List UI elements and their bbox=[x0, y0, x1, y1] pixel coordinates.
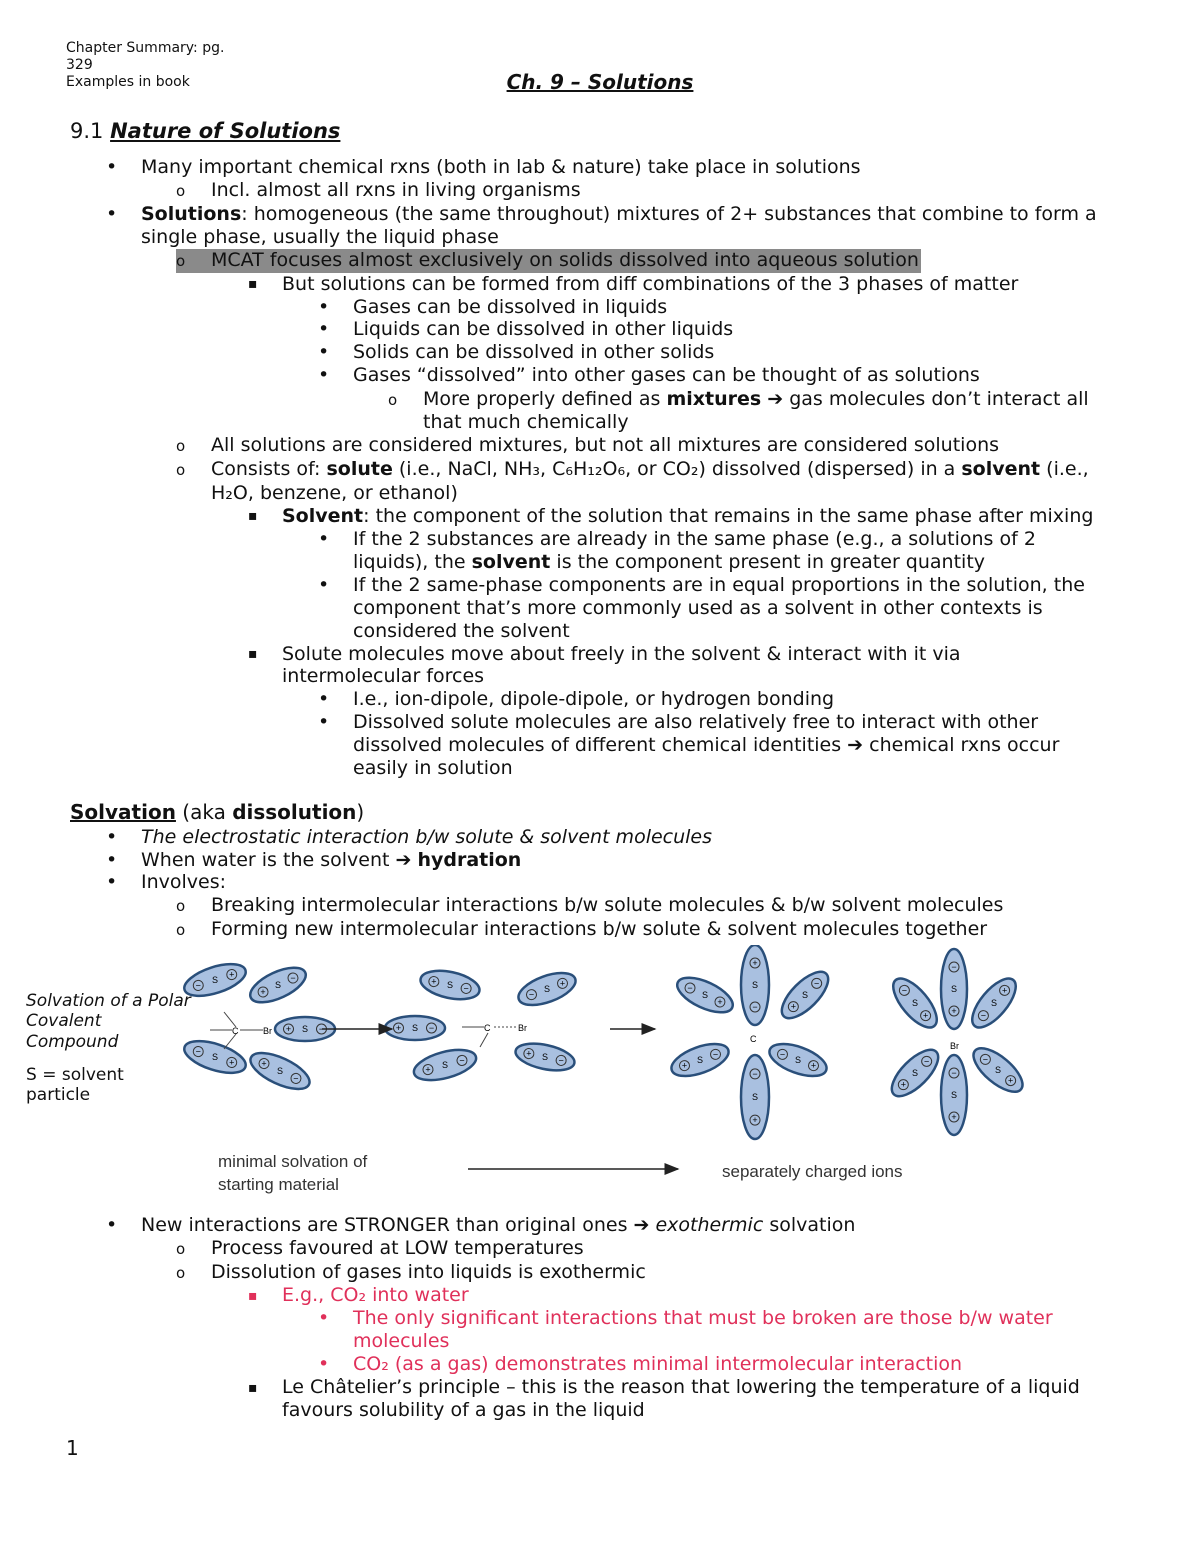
charge-sign: − bbox=[752, 1068, 758, 1079]
list-item: New interactions are STRONGER than original ones ➔ exothermic solvation bbox=[141, 1214, 856, 1236]
list-item: Breaking intermolecular interactions b/w solute molecules & b/w solvent molecules bbox=[211, 894, 1004, 916]
list-item: Solute molecules move about freely in the solvent & interact with it via bbox=[282, 643, 961, 665]
atom-label: C bbox=[232, 1026, 239, 1036]
charge-sign: + bbox=[526, 1048, 532, 1059]
list-item: Many important chemical rxns (both in lab & nature) take place in solutions bbox=[141, 156, 861, 178]
solvent-particle bbox=[741, 1055, 769, 1139]
bullet-o: o bbox=[176, 921, 186, 939]
charge-sign: + bbox=[229, 969, 235, 980]
charge-sign: + bbox=[260, 986, 266, 997]
charge-sign: − bbox=[901, 985, 908, 996]
charge-sign: − bbox=[195, 980, 201, 991]
solvent-label: S bbox=[994, 1065, 1002, 1075]
charge-sign: − bbox=[814, 978, 820, 989]
charge-sign: + bbox=[900, 1079, 906, 1090]
charge-sign: − bbox=[712, 1049, 719, 1060]
bullet-dot: • bbox=[106, 1214, 118, 1236]
list-item: E.g., CO₂ into water bbox=[282, 1284, 469, 1306]
bullet-dot: • bbox=[318, 318, 330, 340]
solvent-particle bbox=[246, 1046, 315, 1097]
figure-legend: S = solvent bbox=[26, 1065, 124, 1085]
caption-charged-ions: separately charged ions bbox=[722, 1162, 903, 1181]
list-item: Solvent: the component of the solution that remains in the same phase after mixing bbox=[282, 505, 1094, 527]
solvent-particle bbox=[245, 961, 310, 1010]
figure-legend: particle bbox=[26, 1085, 91, 1105]
bullet-dot: • bbox=[318, 364, 330, 386]
list-item-cont: considered the solvent bbox=[353, 620, 570, 642]
charge-sign: + bbox=[681, 1060, 688, 1071]
list-item: Le Châtelier’s principle – this is the reason that lowering the temperature of a liquid bbox=[282, 1376, 1080, 1398]
charge-sign: − bbox=[558, 1055, 564, 1066]
bullet-o: o bbox=[176, 437, 186, 455]
solvent-particle bbox=[885, 1043, 946, 1104]
solvent-particle bbox=[418, 966, 482, 1004]
list-item-cont: easily in solution bbox=[353, 757, 513, 779]
charge-sign: + bbox=[431, 976, 437, 987]
solvent-label: S bbox=[441, 1060, 449, 1070]
solvent-label: S bbox=[911, 998, 919, 1008]
list-item-cont: H₂O, benzene, or ethanol) bbox=[211, 482, 458, 504]
list-item: The only significant interactions that must be broken are those b/w water bbox=[353, 1307, 1053, 1329]
solvent-label: S bbox=[801, 990, 809, 1000]
solvent-particle bbox=[775, 965, 836, 1026]
charge-sign: + bbox=[752, 1115, 758, 1126]
solvent-particle bbox=[181, 958, 250, 1003]
charge-sign: − bbox=[980, 1010, 987, 1021]
list-item: Involves: bbox=[141, 871, 227, 893]
list-item: Incl. almost all rxns in living organisms bbox=[211, 179, 581, 201]
bullet-dot: • bbox=[318, 711, 330, 733]
highlighted-item: o MCAT focuses almost exclusively on solids dissolved into aqueous solution bbox=[176, 249, 919, 271]
charge-sign: + bbox=[1008, 1075, 1014, 1086]
figure-side-label: Covalent bbox=[26, 1011, 102, 1031]
solvent-label: S bbox=[911, 1068, 919, 1078]
list-item-cont: liquids), the solvent is the component present in greater quantity bbox=[353, 551, 986, 573]
solvent-label: S bbox=[751, 980, 759, 990]
bullet-square: ▪ bbox=[248, 276, 258, 292]
bullet-o: o bbox=[176, 461, 186, 479]
chapter-summary-note: Chapter Summary: pg. 329 Examples in book bbox=[66, 40, 225, 89]
charge-sign: + bbox=[261, 1058, 267, 1069]
solvent-label: S bbox=[990, 998, 998, 1008]
charge-sign: + bbox=[395, 1023, 402, 1033]
charge-sign: + bbox=[790, 1001, 796, 1012]
bullet-dot: • bbox=[318, 296, 330, 318]
solvent-particle bbox=[886, 972, 944, 1035]
list-item: When water is the solvent ➔ hydration bbox=[141, 849, 522, 871]
list-item: Consists of: solute (i.e., NaCl, NH₃, C₆H₁₂O₆, or CO₂) dissolved (dispersed) in a solvent (i.e., bbox=[211, 458, 1089, 480]
solvent-particle bbox=[965, 972, 1023, 1035]
solvent-particle bbox=[514, 967, 579, 1012]
charge-sign: + bbox=[951, 1006, 957, 1016]
list-item: Liquids can be dissolved in other liquids bbox=[353, 318, 734, 340]
solvent-label: S bbox=[701, 990, 709, 1000]
list-item: Gases “dissolved” into other gases can be thought of as solutions bbox=[353, 364, 980, 386]
bullet-o: o bbox=[176, 1240, 186, 1258]
bullet-o: o bbox=[388, 391, 398, 409]
list-item-cont: that much chemically bbox=[423, 411, 629, 433]
charge-sign: − bbox=[459, 1055, 465, 1066]
solvation-diagram bbox=[170, 945, 1040, 1195]
list-item-cont: intermolecular forces bbox=[282, 665, 485, 687]
solvent-label: S bbox=[950, 1090, 958, 1100]
charge-sign: − bbox=[982, 1054, 988, 1065]
charge-sign: + bbox=[1001, 985, 1008, 996]
solvent-label: S bbox=[950, 984, 958, 994]
solvent-particle bbox=[967, 1041, 1030, 1099]
atom-label: Br bbox=[950, 1041, 959, 1051]
solvent-particle bbox=[941, 949, 967, 1029]
charge-sign: + bbox=[810, 1060, 817, 1071]
list-item-cont: dissolved molecules of different chemical identities ➔ chemical rxns occur bbox=[353, 734, 1060, 756]
bullet-dot: • bbox=[106, 826, 118, 848]
list-item: If the 2 substances are already in the same phase (e.g., a solutions of 2 bbox=[353, 528, 1036, 550]
list-item: Gases can be dissolved in liquids bbox=[353, 296, 668, 318]
section-heading: 9.1 Nature of Solutions bbox=[70, 119, 341, 143]
bullet-dot: • bbox=[318, 574, 330, 596]
caption-minimal-solvation: minimal solvation of bbox=[218, 1152, 368, 1171]
solvent-label: S bbox=[794, 1055, 802, 1065]
solvent-label: S bbox=[274, 980, 282, 990]
charge-sign: + bbox=[717, 996, 723, 1007]
charge-sign: − bbox=[463, 983, 469, 994]
solvent-label: S bbox=[211, 1052, 219, 1062]
charge-sign: − bbox=[779, 1049, 786, 1060]
charge-sign: − bbox=[687, 983, 693, 994]
list-item: More properly defined as mixtures ➔ gas molecules don’t interact all bbox=[423, 388, 1089, 410]
charge-sign: + bbox=[752, 958, 758, 968]
bullet-dot: • bbox=[106, 849, 118, 871]
charge-sign: − bbox=[293, 1073, 299, 1084]
charge-sign: + bbox=[951, 1112, 957, 1122]
bullet-dot: • bbox=[318, 1353, 330, 1375]
atom-label: Br bbox=[263, 1026, 272, 1036]
list-item: Dissolution of gases into liquids is exothermic bbox=[211, 1261, 646, 1283]
list-item: Forming new intermolecular interactions b/w solute & solvent molecules together bbox=[211, 918, 988, 940]
list-item-cont: single phase, usually the liquid phase bbox=[141, 226, 499, 248]
list-item: All solutions are considered mixtures, but not all mixtures are considered solutions bbox=[211, 434, 1000, 456]
bullet-dot: • bbox=[106, 203, 118, 225]
bullet-dot: • bbox=[318, 1307, 330, 1329]
caption-minimal-solvation: starting material bbox=[218, 1175, 339, 1194]
solvent-label: S bbox=[541, 1052, 549, 1062]
atom-label: C bbox=[484, 1023, 491, 1033]
solvent-particle bbox=[941, 1055, 967, 1135]
charge-sign: − bbox=[318, 1024, 325, 1034]
charge-sign: + bbox=[922, 1010, 929, 1021]
solvent-label: S bbox=[276, 1066, 284, 1076]
list-item: Solutions: homogeneous (the same throughout) mixtures of 2+ substances that combine to form a bbox=[141, 203, 1097, 225]
bullet-dot: • bbox=[106, 156, 118, 178]
charge-sign: − bbox=[951, 1068, 957, 1078]
charge-sign: + bbox=[425, 1064, 431, 1075]
bullet-o: o bbox=[176, 182, 186, 200]
bullet-square: ▪ bbox=[248, 508, 258, 524]
list-item: Process favoured at LOW temperatures bbox=[211, 1237, 584, 1259]
list-item-cont: component that’s more commonly used as a solvent in other contexts is bbox=[353, 597, 1043, 619]
bullet-o: o bbox=[176, 897, 186, 915]
solvent-label: S bbox=[211, 975, 219, 985]
atom-label: C bbox=[750, 1034, 757, 1044]
solvent-particle bbox=[411, 1044, 480, 1086]
solvent-label: S bbox=[543, 984, 551, 994]
solvent-particle bbox=[667, 1038, 732, 1083]
bullet-o: o bbox=[176, 1264, 186, 1282]
charge-sign: − bbox=[428, 1023, 435, 1033]
bullet-dot: • bbox=[106, 871, 118, 893]
charge-sign: − bbox=[951, 962, 957, 972]
list-item-cont: molecules bbox=[353, 1330, 450, 1352]
charge-sign: − bbox=[290, 973, 296, 984]
bullet-square: ▪ bbox=[248, 1288, 258, 1304]
list-item: Dissolved solute molecules are also relatively free to interact with other bbox=[353, 711, 1039, 733]
charge-sign: + bbox=[229, 1057, 235, 1068]
bullet-dot: • bbox=[318, 528, 330, 550]
charge-sign: − bbox=[752, 1002, 758, 1012]
solvent-particle bbox=[741, 945, 769, 1025]
charge-sign: − bbox=[924, 1056, 930, 1067]
bullet-dot: • bbox=[318, 341, 330, 363]
solvent-label: S bbox=[446, 980, 454, 990]
charge-sign: + bbox=[559, 978, 566, 989]
solvent-particle bbox=[672, 971, 737, 1020]
charge-sign: − bbox=[528, 989, 535, 1000]
list-item-cont: favours solubility of a gas in the liquid bbox=[282, 1399, 645, 1421]
section-heading: Solvation (aka dissolution) bbox=[70, 800, 365, 824]
list-item: I.e., ion-dipole, dipole-dipole, or hydrogen bonding bbox=[353, 688, 835, 710]
list-item: But solutions can be formed from diff combinations of the 3 phases of matter bbox=[282, 273, 1019, 295]
figure-side-label: Solvation of a Polar bbox=[26, 991, 191, 1011]
bullet-square: ▪ bbox=[248, 1380, 258, 1396]
figure-side-label: Compound bbox=[26, 1032, 119, 1052]
solvent-particle bbox=[765, 1038, 830, 1083]
list-item: Solids can be dissolved in other solids bbox=[353, 341, 715, 363]
page-title: Ch. 9 – Solutions bbox=[506, 70, 694, 94]
solvent-particle bbox=[181, 1035, 250, 1080]
charge-sign: − bbox=[195, 1046, 201, 1057]
solvent-label: S bbox=[301, 1024, 309, 1034]
list-item: CO₂ (as a gas) demonstrates minimal intermolecular interaction bbox=[353, 1353, 963, 1375]
bullet-dot: • bbox=[318, 688, 330, 710]
solvent-label: S bbox=[411, 1023, 419, 1033]
solvent-label: S bbox=[696, 1055, 704, 1065]
bullet-square: ▪ bbox=[248, 646, 258, 662]
page-number: 1 bbox=[66, 1436, 79, 1460]
solvent-particle bbox=[513, 1039, 577, 1075]
charge-sign: + bbox=[285, 1024, 292, 1034]
list-item: The electrostatic interaction b/w solute & solvent molecules bbox=[141, 826, 713, 848]
list-item: If the 2 same-phase components are in equal proportions in the solution, the bbox=[353, 574, 1085, 596]
atom-label: Br bbox=[518, 1023, 527, 1033]
solvent-particle bbox=[385, 1016, 445, 1040]
solvent-label: S bbox=[751, 1092, 759, 1102]
